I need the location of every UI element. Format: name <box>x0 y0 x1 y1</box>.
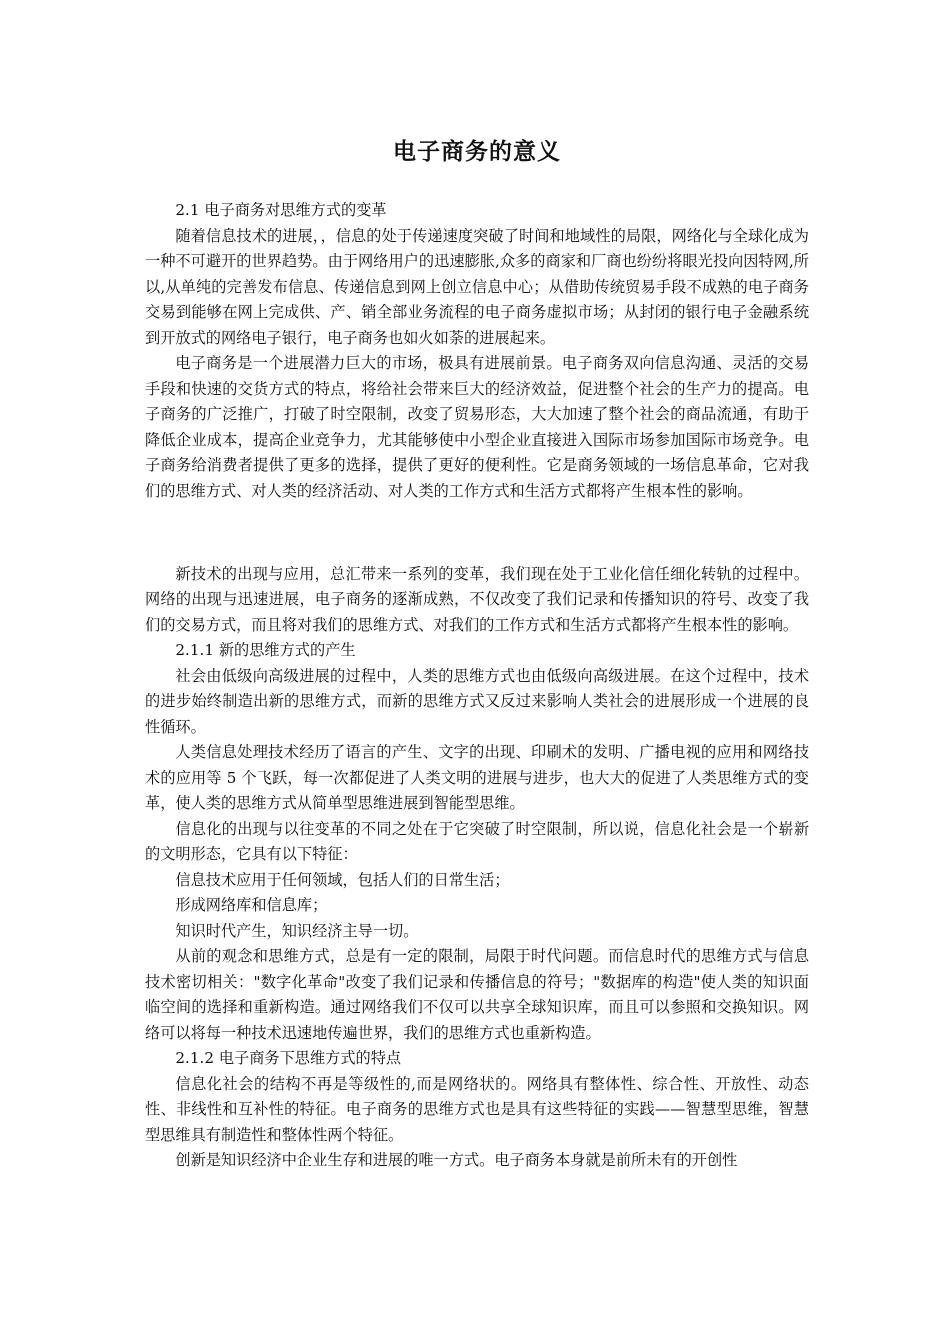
body-paragraph: 知识时代产生，知识经济主导一切。 <box>175 921 419 940</box>
document-body <box>145 198 809 1174</box>
body-paragraph: 信息技术应用于任何领域，包括人们的日常生活； <box>175 870 510 889</box>
body-paragraph: 信息化社会的结构不再是等级性的,而是网络状的。网络具有整体性、综合性、开放性、动态性、非线性和互补性的特征。电子商务的思维方式也是具有这些特征的实践——智慧型思维，智慧型思维具有制造性和整体性两个特征。 <box>145 1074 809 1144</box>
body-paragraph: 形成网络库和信息库； <box>175 896 328 914</box>
body-paragraph: 从前的观念和思维方式，总是有一定的限制，局限于时代问题。而信息时代的思维方式与信息技术密切相关："数字化革命"改变了我们记录和传播信息的符号；"数据库的构造"使人类的知识面临空间的选择和重新构造。通过网络我们不仅可以共享全球知识库，而且可以参照和交换知识。网络可以将每一种技术迅速地传遍世界，我们的思维方式也重新构造。 <box>145 947 809 1042</box>
body-paragraph: 创新是知识经济中企业生存和进展的唯一方式。电子商务本身就是前所未有的开创性 <box>175 1151 738 1169</box>
document-page <box>145 130 809 1174</box>
section-heading: 2.1.2 电子商务下思维方式的特点 <box>175 1049 402 1067</box>
body-paragraph: 随着信息技术的进展，，信息的处于传递速度突破了时间和地域性的局限，网络化与全球化成为一种不可避开的世界趋势。由于网络用户的迅速膨胀,众多的商家和厂商也纷纷将眼光投向因特网,所以,从单纯的完善发布信息、传递信息到网上创立信息中心；从借助传统贸易手段不成熟的电子商务交易到能够在网上完成供、产、销全部业务流程的电子商务虚拟市场；从封闭的银行电子金融系统到开放式的网络电子银行，电子商务也如火如荼的进展起来。 <box>145 226 809 347</box>
body-paragraph: 信息化的出现与以往变革的不同之处在于它突破了时空限制，所以说，信息化社会是一个崭新的文明形态，它具有以下特征： <box>145 819 809 863</box>
document-title: 电子商务的意义 <box>393 139 561 165</box>
section-heading: 2.1 电子商务对思维方式的变革 <box>175 201 387 219</box>
body-paragraph: 新技术的出现与应用，总汇带来一系列的变革，我们现在处于工业化信任细化转轨的过程中。网络的出现与迅速进展，电子商务的逐渐成熟，不仅改变了我们记录和传播知识的符号、改变了我们的交易方式，而且将对我们的思维方式、对我们的工作方式和生活方式都将产生根本性的影响。 <box>145 564 809 634</box>
blank-line <box>145 520 809 546</box>
body-paragraph: 社会由低级向高级进展的过程中，人类的思维方式也由低级向高级进展。在这个过程中，技术的进步始终制造出新的思维方式，而新的思维方式又反过来影响人类社会的进展形成一个进展的良性循环。 <box>145 666 809 736</box>
body-paragraph: 电子商务是一个进展潜力巨大的市场，极具有进展前景。电子商务双向信息沟通、灵活的交易手段和快速的交货方式的特点，将给社会带来巨大的经济效益，促进整个社会的生产力的提高。电子商务的广泛推广，打破了时空限制，改变了贸易形态，大大加速了整个社会的商品流通，有助于降低企业成本，提高企业竞争力，尤其能够使中小型企业直接进入国际市场参加国际市场竞争。电子商务给消费者提供了更多的选择，提供了更好的便利性。它是商务领域的一场信息革命，它对我们的思维方式、对人类的经济活动、对人类的工作方式和生活方式都将产生根本性的影响。 <box>145 354 809 500</box>
section-heading: 2.1.1 新的思维方式的产生 <box>175 641 356 659</box>
body-paragraph: 人类信息处理技术经历了语言的产生、文字的出现、印刷术的发明、广播电视的应用和网络技术的应用等 5 个飞跃，每一次都促进了人类文明的进展与进步，也大大的促进了人类思维方式的变革，使人类的思维方式从简单型思维进展到智能型思维。 <box>145 743 809 812</box>
